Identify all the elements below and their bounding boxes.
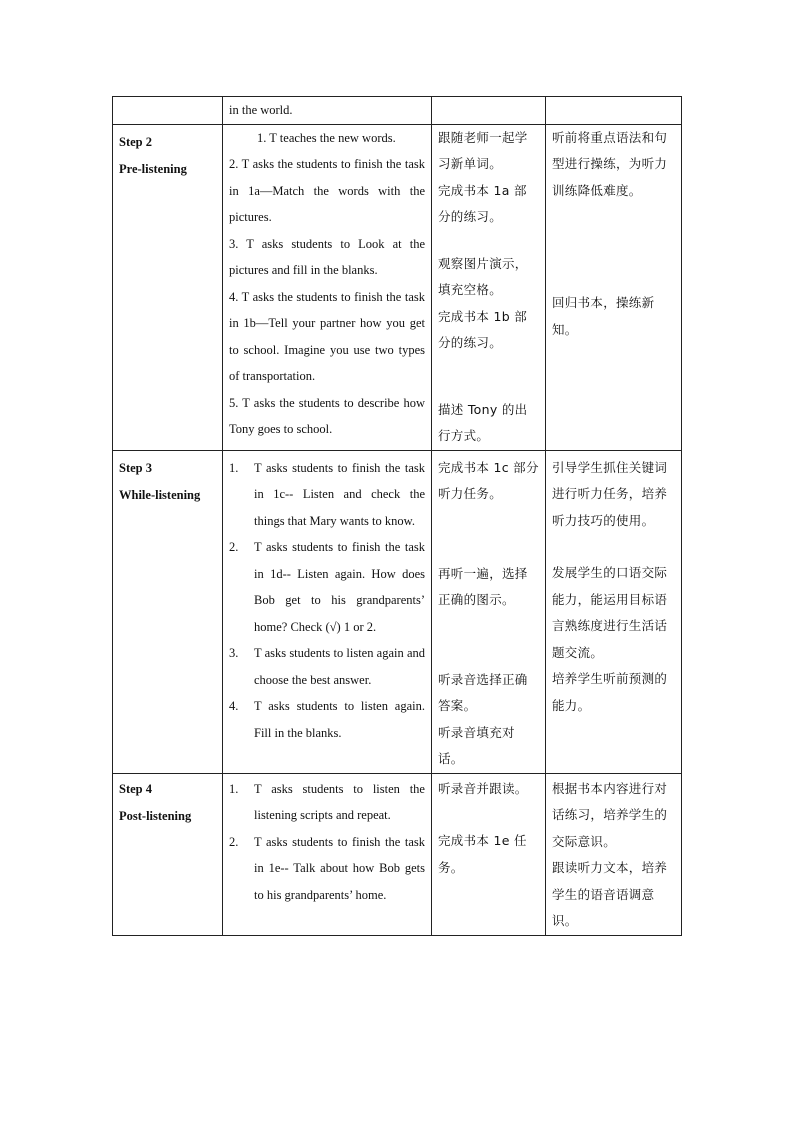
table-row [113, 773, 682, 935]
activity-item: 4. T asks the students to finish the task in 1b—Tell your partner how you get to school. Imagine you use two types of transportation. [229, 289, 425, 383]
purpose-cell [546, 450, 682, 773]
student-activity: 描述 Tony 的出行方式。 [438, 401, 528, 443]
purpose-cell [546, 773, 682, 935]
step-label: Step 2 [119, 134, 152, 149]
student-activity: 听录音选择正确答案。 [438, 671, 528, 713]
student-activity: 完成书本 1b 部分的练习。 [438, 308, 528, 350]
student-activity-cell [432, 773, 546, 935]
step-phase: Pre-listening [119, 161, 187, 176]
table-row [113, 124, 682, 450]
teacher-activity-cell [223, 97, 432, 125]
activity-text: in the world. [229, 103, 293, 117]
item-number: 1. [229, 460, 239, 475]
activity-item: 5. T asks the students to describe how Tony goes to school. [229, 395, 425, 436]
purpose-text: 听前将重点语法和句型进行操练，为听力训练降低难度。 [552, 129, 668, 198]
activity-item [229, 693, 425, 746]
student-activity: 听录音并跟读。 [438, 780, 528, 796]
purpose-cell [546, 124, 682, 450]
teacher-activity-cell [223, 773, 432, 935]
table-row [113, 450, 682, 773]
purpose-cell [546, 97, 682, 125]
item-text: T asks students to listen again. Fill in the blanks. [254, 699, 425, 740]
student-activity: 观察图片演示，填充空格。 [438, 255, 528, 297]
student-activity: 完成书本 1e 任务。 [438, 833, 527, 875]
student-activity: 再听一遍，选择正确的图示。 [438, 565, 528, 607]
purpose-text: 根据书本内容进行对话练习，培养学生的交际意识。 [552, 780, 668, 849]
activity-item: 3. T asks students to Look at the pictures and fill in the blanks. [229, 236, 425, 277]
student-activity: 完成书本 1a 部分的练习。 [438, 182, 527, 224]
step-label: Step 4 [119, 781, 152, 796]
purpose-text: 跟读听力文本，培养学生的语音语调意识。 [552, 860, 668, 928]
lesson-plan-table [112, 96, 682, 936]
purpose-text: 引导学生抓住关键词进行听力任务，培养听力技巧的使用。 [552, 459, 668, 528]
step-phase: While-listening [119, 487, 201, 502]
student-activity-cell [432, 97, 546, 125]
item-text: T asks students to finish the task in 1e-- Talk about how Bob gets to his grandparents’ home. [254, 834, 425, 902]
purpose-text: 发展学生的口语交际能力，能运用目标语言熟练度进行生活话题交流。 [552, 565, 668, 660]
item-text: T asks students to finish the task in 1c-- Listen and check the things that Mary wants to know. [254, 460, 425, 528]
item-number: 3. [229, 646, 239, 660]
item-text: T asks students to finish the task in 1d-- Listen again. How does Bob get to his grandparents’ home? Check (√) 1 or 2. [254, 540, 425, 634]
item-text: T asks students to listen again and choose the best answer. [254, 646, 425, 687]
student-activity-cell [432, 124, 546, 450]
step-cell [113, 124, 223, 450]
step-label: Step 3 [119, 460, 152, 475]
item-number: 2. [229, 834, 239, 849]
activity-item [229, 829, 425, 909]
student-activity: 完成书本 1c 部分听力任务。 [438, 459, 539, 501]
item-number: 1. [229, 781, 239, 796]
student-activity: 跟随老师一起学习新单词。 [438, 129, 528, 171]
item-number: 4. [229, 699, 239, 713]
activity-item [229, 534, 425, 640]
step-cell [113, 773, 223, 935]
activity-item [229, 455, 425, 535]
teacher-activity-cell [223, 124, 432, 450]
purpose-text: 培养学生听前预测的能力。 [552, 671, 668, 713]
student-activity-cell [432, 450, 546, 773]
activity-item: 2. T asks the students to finish the task in 1a—Match the words with the pictures. [229, 157, 425, 224]
step-cell [113, 450, 223, 773]
teacher-activity-cell [223, 450, 432, 773]
activity-item [229, 640, 425, 693]
activity-item: 1. T teaches the new words. [257, 130, 396, 145]
purpose-text: 回归书本，操练新知。 [552, 295, 655, 337]
table-row [113, 97, 682, 125]
step-phase: Post-listening [119, 808, 192, 823]
activity-item [229, 776, 425, 829]
item-number: 2. [229, 540, 239, 554]
step-cell [113, 97, 223, 125]
item-text: T asks students to listen the listening scripts and repeat. [254, 781, 425, 822]
student-activity: 听录音填充对话。 [438, 724, 515, 766]
